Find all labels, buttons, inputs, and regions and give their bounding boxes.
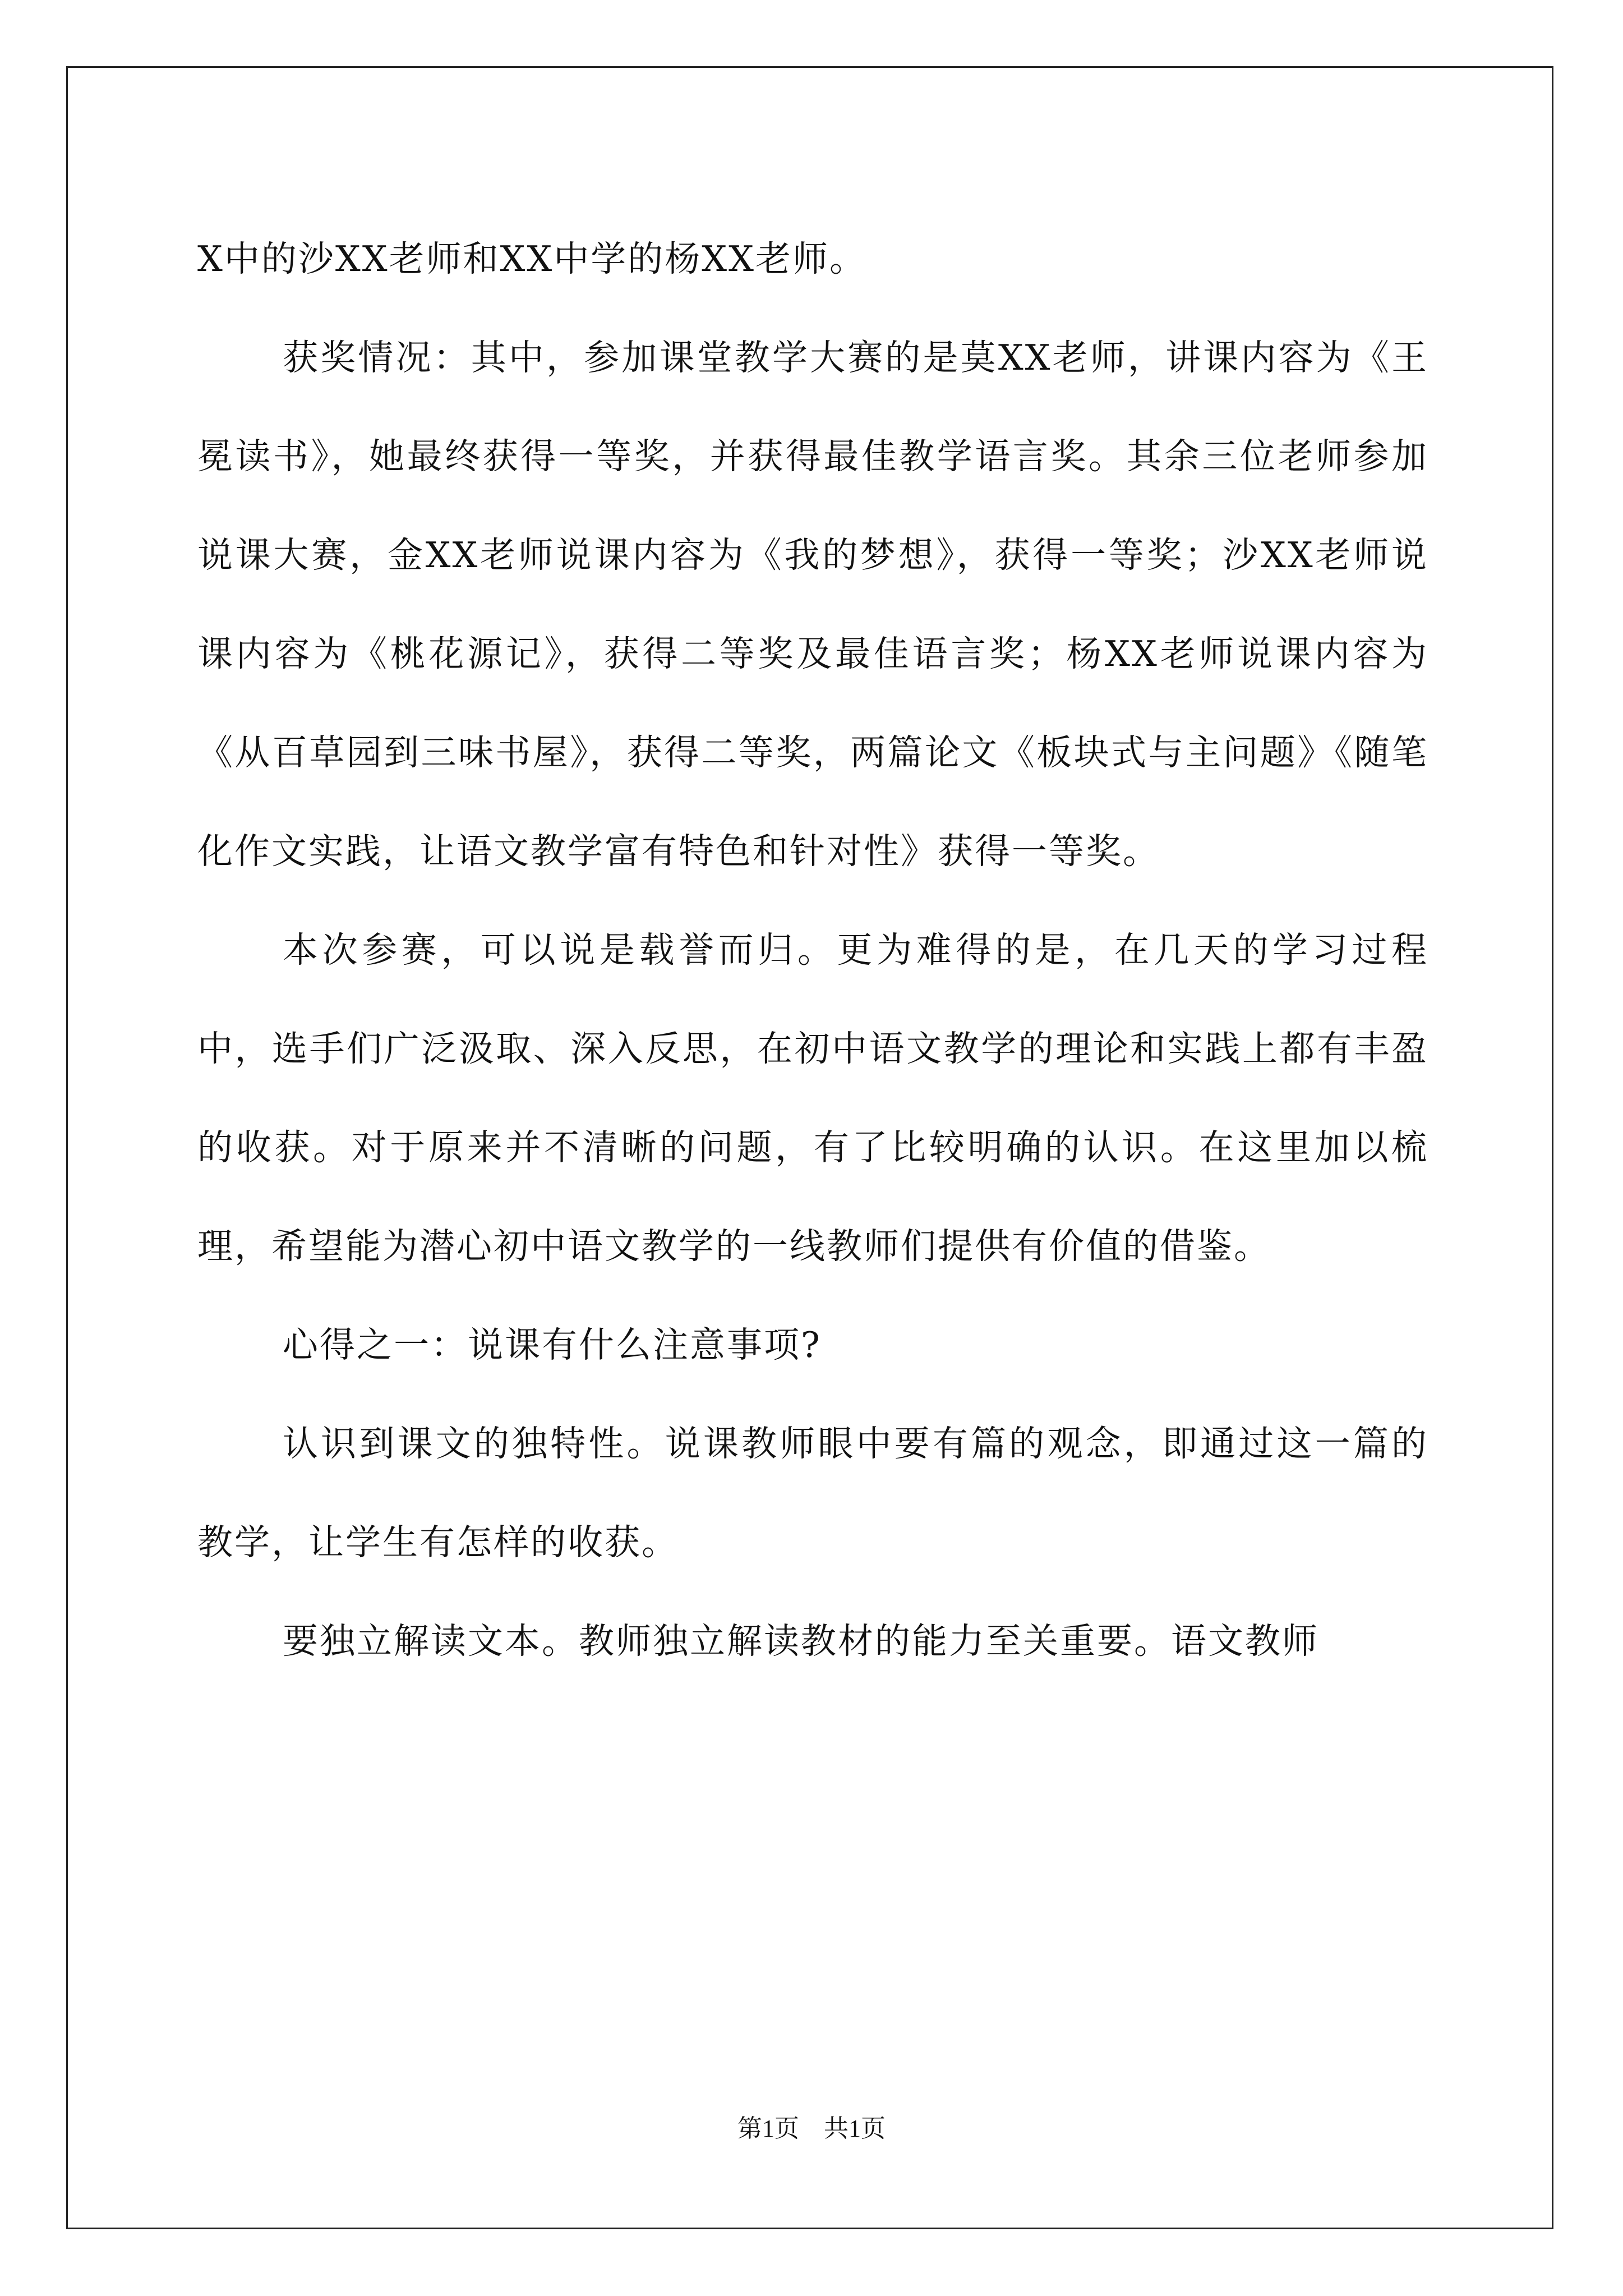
paragraph-continuation: X中的沙XX老师和XX中学的杨XX老师。 (197, 238, 866, 279)
paragraph-awards: 获奖情况：其中，参加课堂教学大赛的是莫XX老师，讲课内容为《王冕读书》，她最终获得一等奖，并获得最佳教学语言奖。其余三位老师参加说课大赛，金XX老师说课内容为《我的梦想》，获得一等奖；沙XX老师说课内容为《桃花源记》，获得二等奖及最佳语言奖；杨XX老师说课内容为《从百草园到三味书屋》，获得二等奖，两篇论文《板块式与主问题》《随笔化作文实践，让语文教学富有特色和针对性》获得一等奖。 (197, 337, 1428, 872)
paragraph-summary: 本次参赛，可以说是载誉而归。更为难得的是，在几天的学习过程中，选手们广泛汲取、深入反思，在初中语文教学的理论和实践上都有丰盈的收获。对于原来并不清晰的问题，有了比较明确的认识。在这里加以梳理，希望能为潜心初中语文教学的一线教师们提供有价值的借鉴。 (197, 930, 1428, 1267)
paragraph-independent-reading: 要独立解读文本。教师独立解读教材的能力至关重要。语文教师 (283, 1621, 1319, 1662)
section-heading-insight-one: 心得之一：说课有什么注意事项? (283, 1324, 822, 1365)
paragraph-uniqueness: 认识到课文的独特性。说课教师眼中要有篇的观念，即通过这一篇的教学，让学生有怎样的收获。 (197, 1423, 1428, 1563)
page-number-footer: 第1页 共1页 (737, 2115, 886, 2142)
document-body (197, 210, 1428, 1691)
